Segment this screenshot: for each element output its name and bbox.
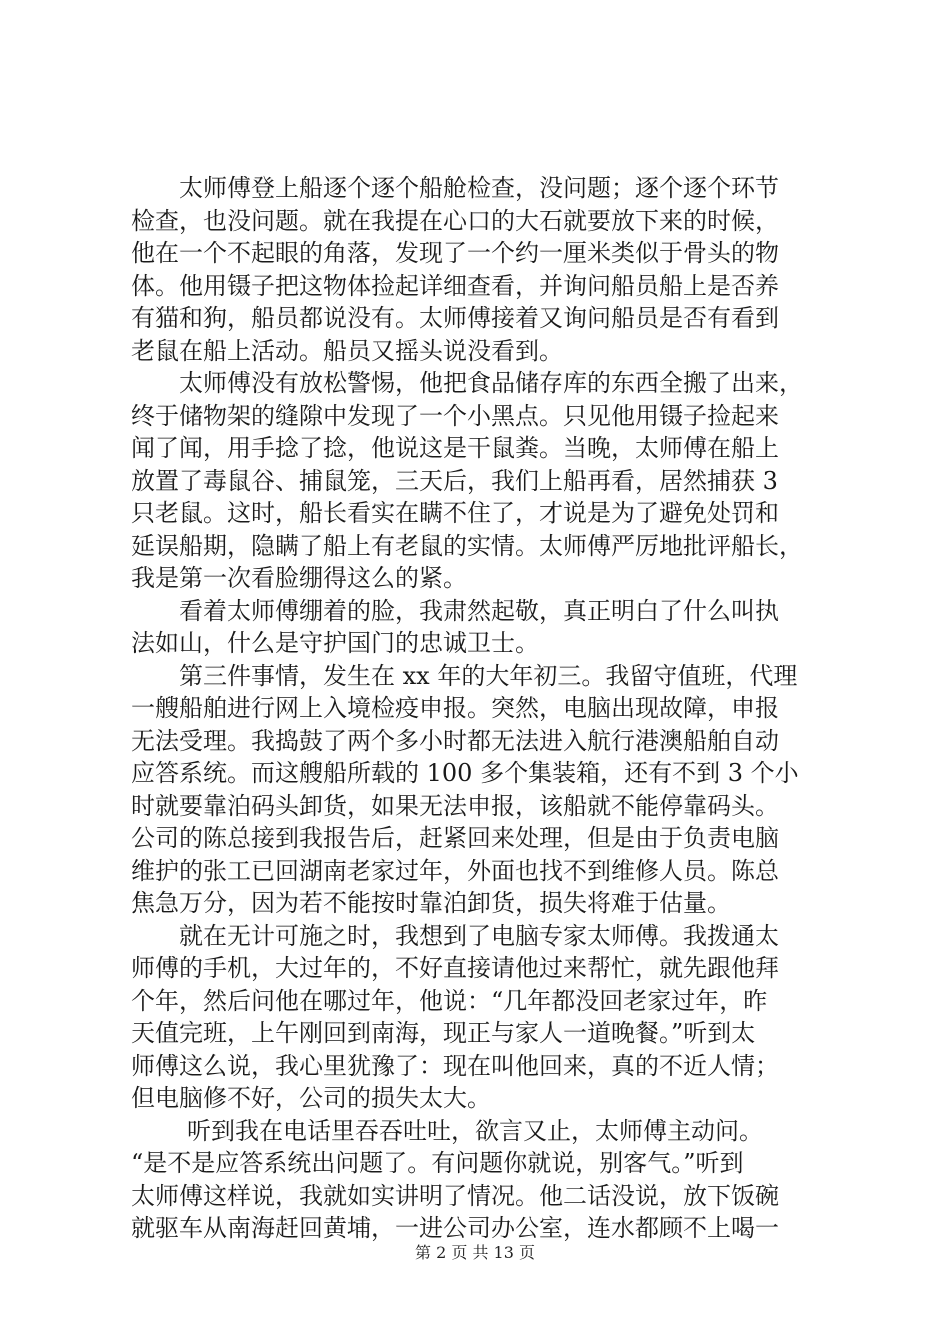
paragraph-line: 应答系统。而这艘船所载的 100 多个集装箱，还有不到 3 个小 <box>131 759 799 787</box>
paragraph-line: 只老鼠。这时，船长看实在瞒不住了，才说是为了避免处罚和 <box>131 499 779 527</box>
paragraph-line: 就在无计可施之时，我想到了电脑专家太师傅。我拨通太 <box>179 921 779 950</box>
paragraph-line: 焦急万分，因为若不能按时靠泊卸货，损失将难于估量。 <box>131 889 731 917</box>
paragraph-line: 师傅这么说，我心里犹豫了：现在叫他回来，真的不近人情； <box>131 1051 779 1080</box>
paragraph-line: 师傅的手机，大过年的，不好直接请他过来帮忙，就先跟他拜 <box>131 954 779 982</box>
paragraph-line: 放置了毒鼠谷、捕鼠笼，三天后，我们上船再看，居然捕获 3 <box>131 466 778 495</box>
paragraph-line: 时就要靠泊码头卸货，如果无法申报，该船就不能停靠码头。 <box>131 791 779 820</box>
paragraph-line: “是不是应答系统出问题了。有问题你就说，别客气。”听到 <box>131 1149 744 1177</box>
paragraph-line: 看着太师傅绷着的脸，我肃然起敬，真正明白了什么叫执 <box>179 596 779 625</box>
paragraph-line: 闻了闻，用手捻了捻，他说这是干鼠粪。当晚，太师傅在船上 <box>131 434 779 462</box>
paragraph-line: 个年，然后问他在哪过年，他说：“几年都没回老家过年，昨 <box>131 986 768 1015</box>
paragraph-line: 终于储物架的缝隙中发现了一个小黑点。只见他用镊子捡起来 <box>131 401 779 430</box>
paragraph-line: 法如山，什么是守护国门的忠诚卫士。 <box>131 629 539 657</box>
paragraph-line: 检查，也没问题。就在我提在心口的大石就要放下来的时候， <box>131 206 779 235</box>
paragraph-line: 天值完班，上午刚回到南海，现正与家人一道晚餐。”听到太 <box>131 1019 756 1047</box>
paragraph-line: 无法受理。我捣鼓了两个多小时都无法进入航行港澳船舶自动 <box>131 726 779 755</box>
paragraph-line: 但电脑修不好，公司的损失太大。 <box>131 1084 491 1112</box>
paragraph-line: 太师傅登上船逐个逐个船舱检查，没问题；逐个逐个环节 <box>179 174 779 202</box>
paragraph-line: 公司的陈总接到我报告后，赶紧回来处理，但是由于负责电脑 <box>131 824 779 852</box>
paragraph-line: 太师傅没有放松警惕，他把食品储存库的东西全搬了出来， <box>179 369 803 397</box>
paragraph-line: 他在一个不起眼的角落，发现了一个约一厘米类似于骨头的物 <box>131 239 779 267</box>
paragraph-line: 延误船期，隐瞒了船上有老鼠的实情。太师傅严厉地批评船长， <box>131 531 803 560</box>
paragraph-line: 有猫和狗，船员都说没有。太师傅接着又询问船员是否有看到 <box>131 304 779 332</box>
paragraph-line: 老鼠在船上活动。船员又摇头说没看到。 <box>131 336 563 365</box>
paragraph-line: 第三件事情，发生在 xx 年的大年初三。我留守值班，代理 <box>179 661 798 690</box>
paragraph-line: 就驱车从南海赶回黄埔，一进公司办公室，连水都顾不上喝一 <box>131 1214 779 1242</box>
paragraph-line: 一艘船舶进行网上入境检疫申报。突然，电脑出现故障，申报 <box>131 694 779 722</box>
paragraph-line: 太师傅这样说，我就如实讲明了情况。他二话没说，放下饭碗 <box>131 1181 779 1210</box>
paragraph-line: 我是第一次看脸绷得这么的紧。 <box>131 564 467 592</box>
paragraph-line: 体。他用镊子把这物体捡起详细查看，并询问船员船上是否养 <box>131 271 779 300</box>
document-body <box>131 172 836 1245</box>
paragraph-line: 听到我在电话里吞吞吐吐，欲言又止，太师傅主动问。 <box>187 1116 763 1145</box>
paragraph-line: 维护的张工已回湖南老家过年，外面也找不到维修人员。陈总 <box>131 856 779 885</box>
page-number-footer: 第 2 页 共 13 页 <box>415 1243 535 1262</box>
